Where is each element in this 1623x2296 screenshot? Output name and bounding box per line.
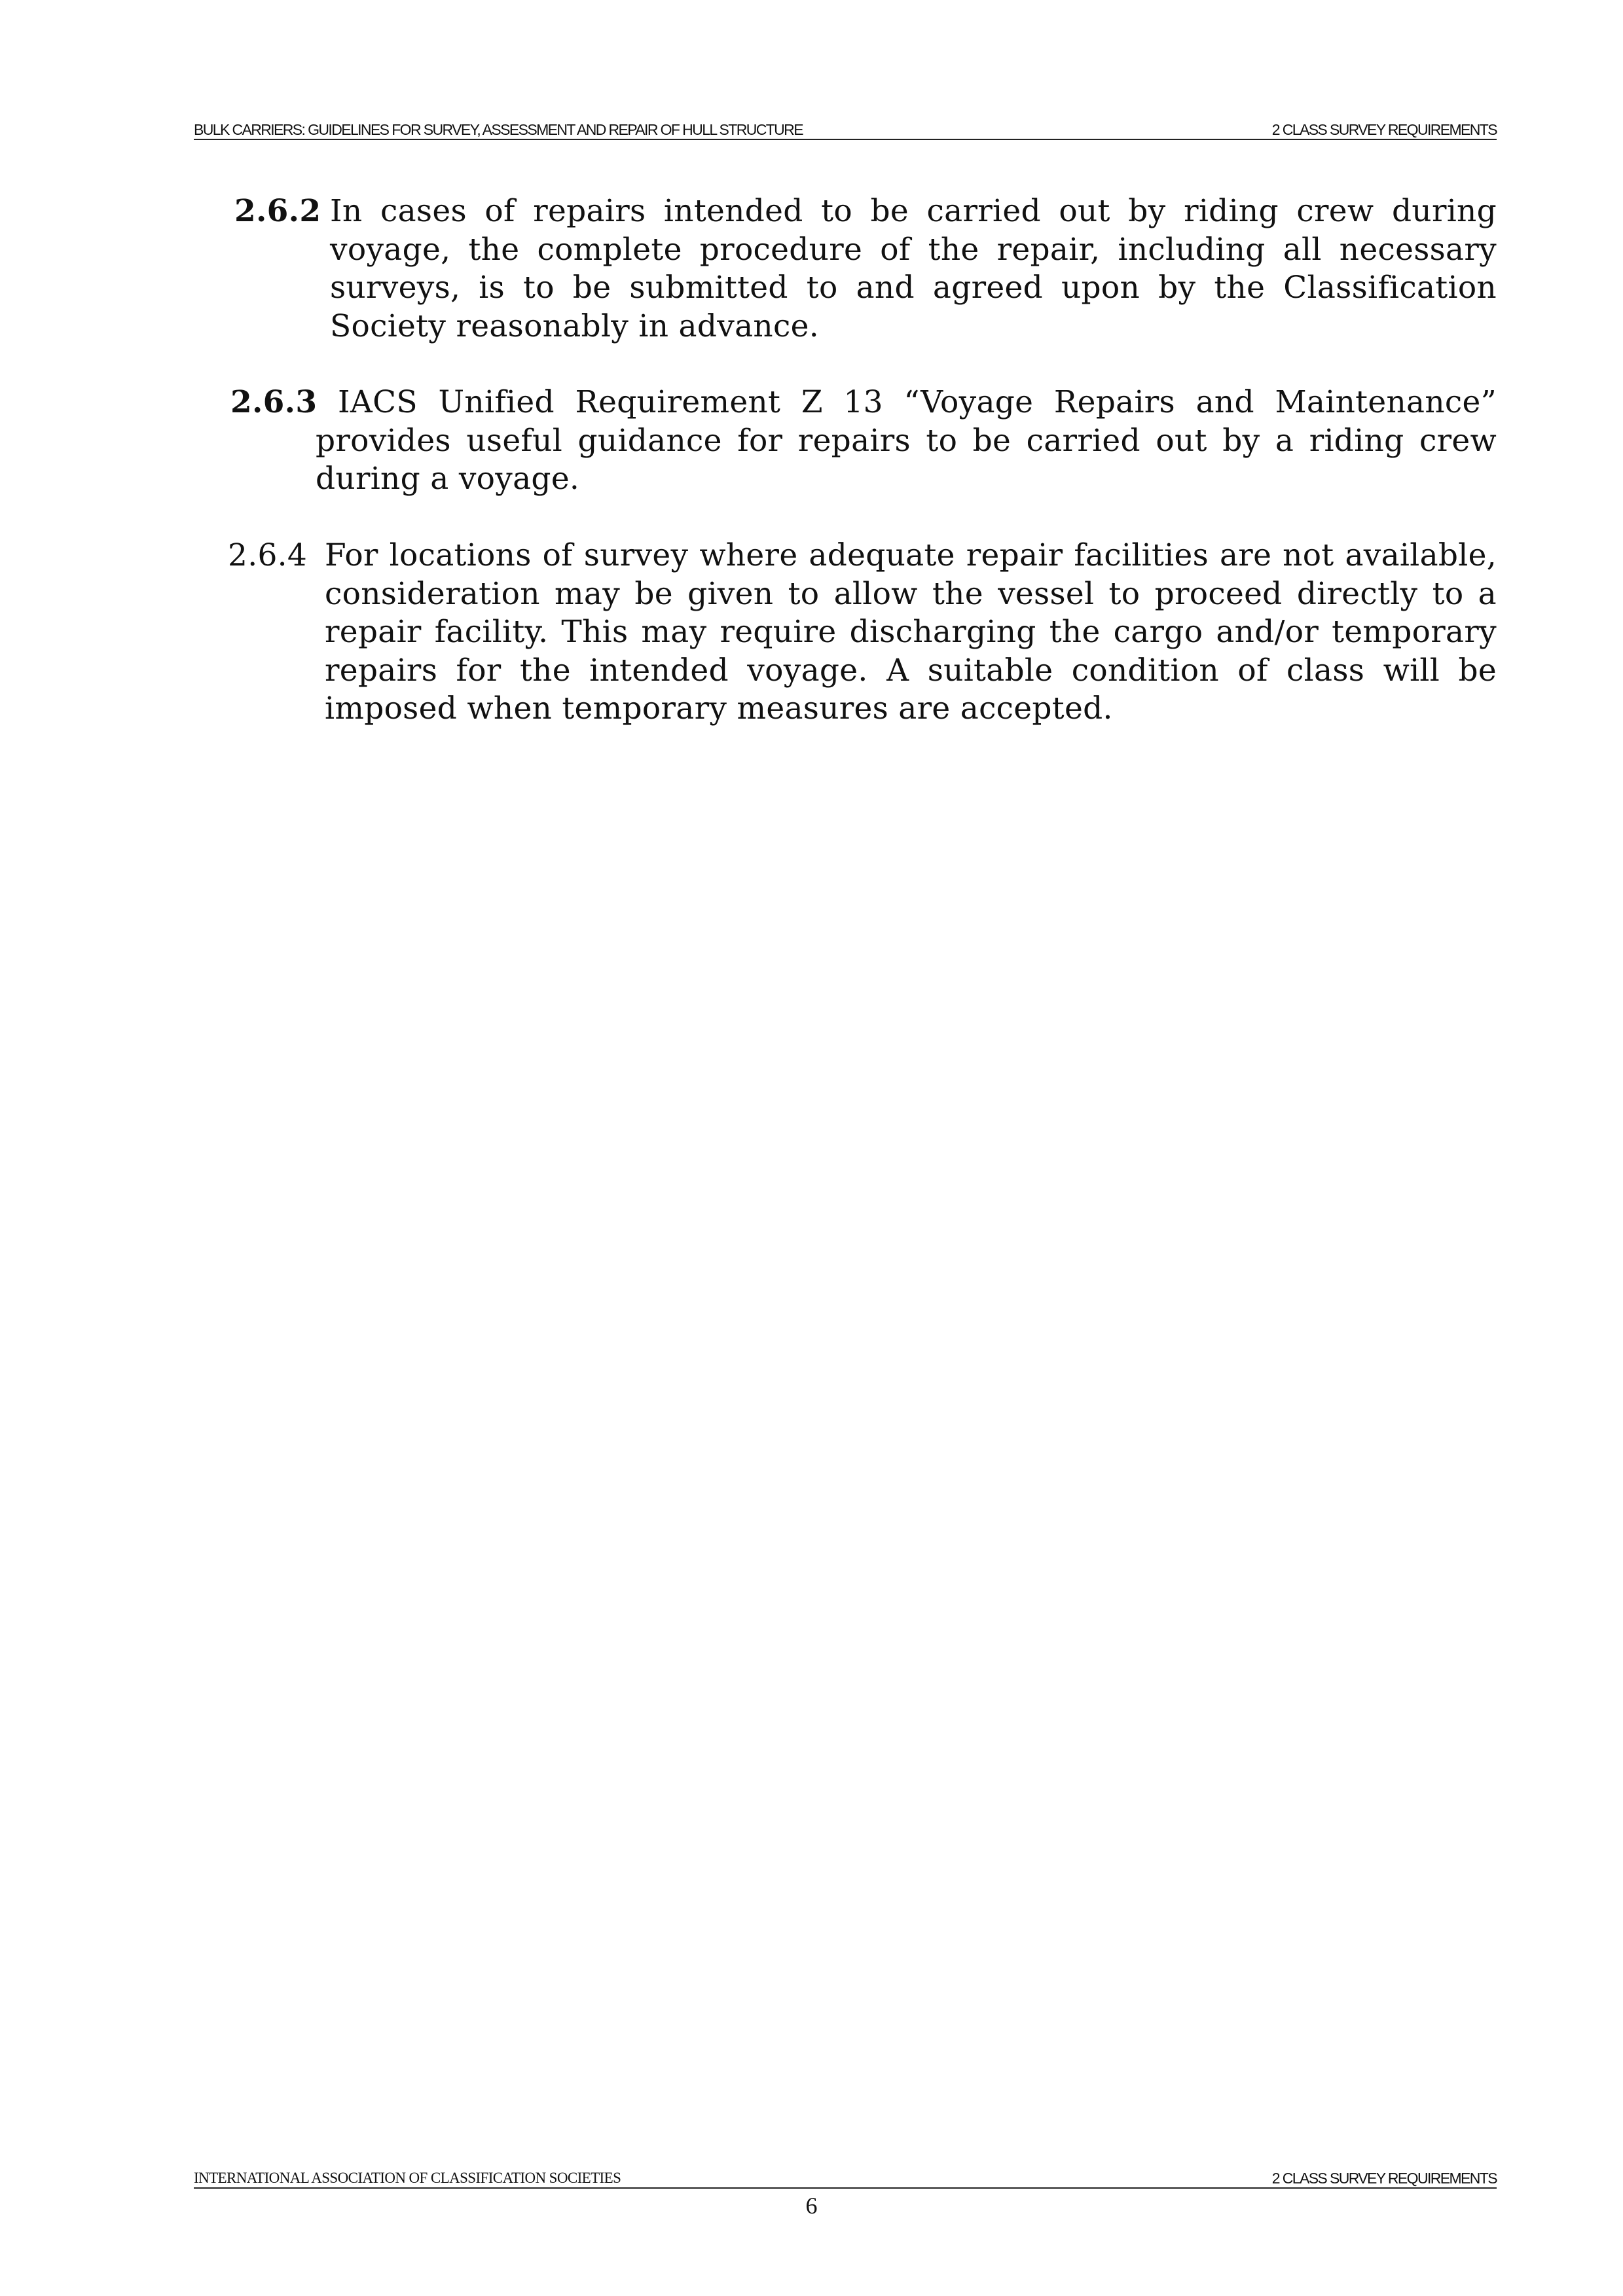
paragraph-text: In cases of repairs intended to be carried out by riding crew during voyage, the complete procedure of the repair, including all necessary surveys, is to be submitted to and agreed upon by the Classification Society reasonably in advance. bbox=[330, 193, 1497, 344]
running-header bbox=[194, 122, 1497, 140]
page-number: 6 bbox=[805, 2193, 818, 2219]
footer-section-title: 2 CLASS SURVEY REQUIREMENTS bbox=[1271, 2170, 1497, 2187]
paragraph-2-6-2 bbox=[234, 192, 1497, 346]
paragraph-text: IACS Unified Requirement Z 13 “Voyage Repairs and Maintenance” provides useful guidance for repairs to be carried out by a riding crew during a voyage. bbox=[316, 384, 1497, 497]
paragraph-2-6-4 bbox=[228, 537, 1497, 728]
paragraph-text: For locations of survey where adequate repair facilities are not available, consideration may be given to allow the vessel to proceed directly to a repair facility. This may require discharging the cargo and/or temporary repairs for the intended voyage. A suitable condition of class will be imposed when temporary measures are accepted. bbox=[325, 537, 1497, 726]
footer-organization: INTERNATIONAL ASSOCIATION OF CLASSIFICATION SOCIETIES bbox=[194, 2170, 621, 2186]
paragraph-number: 2.6.3 bbox=[230, 384, 318, 420]
header-section-title: 2 CLASS SURVEY REQUIREMENTS bbox=[1271, 121, 1497, 138]
running-footer bbox=[194, 2170, 1497, 2189]
header-document-title: BULK CARRIERS: GUIDELINES FOR SURVEY, ASSESSMENT AND REPAIR OF HULL STRUCTURE bbox=[194, 121, 803, 138]
paragraph-2-6-3 bbox=[230, 384, 1497, 499]
paragraph-number: 2.6.2 bbox=[234, 193, 321, 229]
paragraph-number: 2.6.4 bbox=[228, 537, 308, 573]
